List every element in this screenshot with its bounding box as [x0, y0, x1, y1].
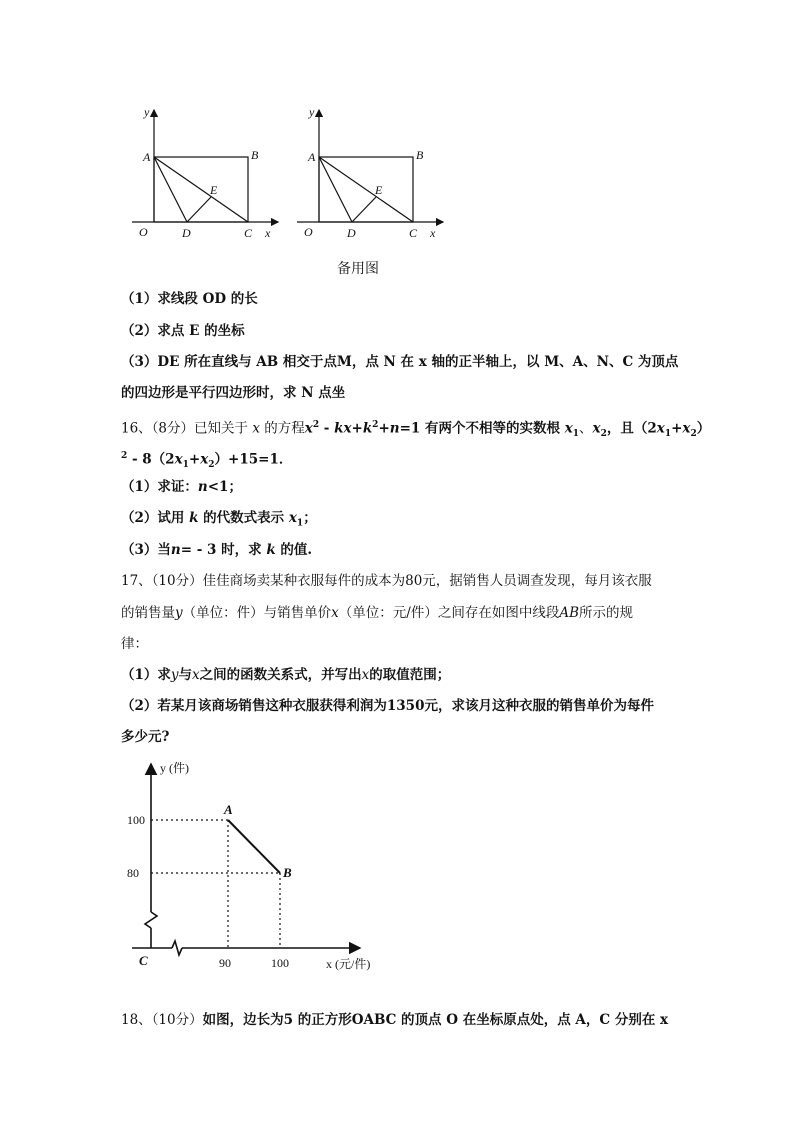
diagram-left	[132, 110, 278, 222]
label-y: y	[144, 105, 150, 119]
q18-number: 18、	[121, 1012, 152, 1028]
op: +	[188, 451, 201, 468]
sales-chart	[120, 758, 390, 978]
q17-text: 佳佳商场卖某种衣服每件的成本为80元，据销售人员调查发现，每月该衣服	[202, 573, 652, 589]
y-axis-label: y (件)	[160, 761, 189, 775]
sub: 2	[600, 429, 607, 440]
label-o: O	[139, 225, 148, 239]
sub: 1	[664, 429, 672, 440]
geometry-figure	[120, 100, 450, 280]
point-label-b: B	[283, 865, 292, 880]
q17-part2-line2: 多少元?	[121, 729, 170, 745]
label-e: E	[210, 183, 218, 197]
y-axis	[145, 764, 157, 948]
q16-text: 的方程	[259, 420, 305, 437]
q16-line2	[121, 446, 292, 475]
var-x: x	[304, 420, 313, 437]
label-c: C	[244, 226, 253, 240]
q16-part2-text: ；	[303, 510, 317, 526]
segment-ac	[319, 157, 413, 222]
op: +	[378, 420, 390, 437]
var-y: y	[170, 667, 179, 683]
label-d: D	[347, 226, 356, 240]
sep: 、	[579, 420, 593, 437]
exp: 2	[372, 420, 379, 430]
q16-part1-text: （1）求证：	[121, 479, 198, 495]
exp: 2	[121, 451, 128, 461]
var-k: k	[362, 420, 373, 437]
q16-part2	[121, 508, 317, 534]
var-k: k	[189, 510, 199, 526]
label-a: A	[308, 150, 316, 164]
point-label-a: A	[224, 802, 233, 817]
q16-part2-text: 的代数式表示	[198, 510, 289, 526]
op: +	[671, 420, 683, 437]
var-x: x	[331, 605, 339, 621]
op: -	[319, 420, 335, 437]
q18-score: （10分）	[151, 1012, 203, 1028]
q18-line1	[121, 1010, 668, 1030]
q15-part3-line2: 的四边形是平行四边形时，求 N 点坐	[121, 385, 346, 401]
q17-part2-line1: （2）若某月该商场销售这种衣服获得利润为1350元，求该月这种衣服的销售单价为每件	[121, 698, 654, 714]
var-x1: x	[288, 510, 297, 526]
x-axis	[132, 941, 360, 955]
q15-part3-line1: （3）DE 所在直线与 AB 相交于点M，点 N 在 x 轴的正半轴上，以 M、A、N、C 为顶点	[121, 354, 679, 370]
exp: 2	[312, 420, 320, 430]
var-y: y	[175, 605, 183, 621]
label-x: x	[430, 226, 436, 240]
q15-part2: （2）求点 E 的坐标	[121, 323, 245, 339]
q16-part1	[121, 477, 242, 497]
var-x: x	[252, 420, 260, 437]
var-kx: kx	[334, 420, 352, 437]
q17-text: （单位：元/件）之间存在如图中线段	[338, 605, 560, 621]
sub: 2	[690, 429, 697, 440]
q16-line1	[121, 415, 710, 444]
label-c: C	[409, 226, 418, 240]
var-ab: AB	[559, 605, 579, 621]
var-x2: x	[200, 451, 209, 468]
q16-text: - 8（2	[127, 451, 175, 468]
q18-text: 如图，边长为5 的正方形OABC 的顶点 O 在坐标原点处，点 A，C 分别在 x	[202, 1012, 669, 1028]
label-b: B	[416, 148, 424, 162]
label-d: D	[182, 226, 191, 240]
q17-text: 的销售量	[121, 605, 175, 621]
q16-text: ，且（2	[606, 420, 657, 437]
label-a: A	[143, 150, 151, 164]
q17-score: （10分）	[151, 573, 203, 589]
segment-de	[352, 197, 376, 222]
q17-text: 所示的规	[579, 605, 633, 621]
q17-part1-text: （1）求	[121, 667, 171, 683]
origin-label: C	[139, 953, 148, 968]
x-axis-label: x (元/件)	[326, 957, 371, 971]
label-e: E	[375, 183, 383, 197]
q16-part3-text: 的值.	[275, 542, 313, 558]
q16-number: 16、	[121, 420, 152, 437]
segment-ad	[154, 157, 187, 222]
var-x1: x	[564, 420, 573, 437]
q16-part3	[121, 540, 312, 560]
var-n: n	[389, 420, 400, 437]
y-tick-label: 100	[127, 813, 145, 827]
q16-part1-text: <1；	[207, 479, 242, 495]
x-tick-label: 90	[219, 956, 231, 970]
q17-line2	[121, 603, 633, 623]
q17-part1-text: 与	[178, 667, 193, 683]
segment-ab	[228, 820, 280, 873]
var-x1: x	[174, 451, 183, 468]
q16-score: （8分）	[151, 420, 195, 437]
q17-part1	[121, 665, 450, 685]
var-n: n	[170, 542, 181, 558]
q16-text: =1 有两个不相等的实数根	[399, 420, 565, 437]
segment-de	[187, 197, 211, 222]
q16-text: ）	[696, 420, 711, 437]
q16-text: ）+15=1．	[214, 451, 293, 468]
var-n: n	[197, 479, 208, 495]
var-x2: x	[682, 420, 691, 437]
y-tick-label: 80	[127, 866, 139, 880]
sub: 1	[296, 518, 304, 529]
q16-part2-text: （2）试用	[121, 510, 190, 526]
q17-part1-text: 的取值范围；	[369, 667, 451, 683]
sub: 2	[208, 460, 215, 471]
x-tick-label: 100	[271, 956, 289, 970]
q17-text: （单位：件）与销售单价	[182, 605, 332, 621]
segment-ad	[319, 157, 352, 222]
q16-part3-text: （3）当	[121, 542, 171, 558]
label-b: B	[251, 148, 259, 162]
q16-text: 已知关于	[194, 420, 253, 437]
var-x1: x	[656, 420, 665, 437]
q17-line3: 律：	[121, 636, 148, 652]
segment-ac	[154, 157, 248, 222]
label-y: y	[309, 105, 315, 119]
op: +	[351, 420, 363, 437]
label-x: x	[265, 226, 271, 240]
q16-part3-text: = - 3 时，求	[180, 542, 267, 558]
diagram-right	[297, 110, 443, 222]
q17-line1	[121, 571, 652, 591]
q15-part1: （1）求线段 OD 的长	[121, 291, 258, 307]
var-x2: x	[592, 420, 601, 437]
q17-number: 17、	[121, 573, 152, 589]
var-x: x	[192, 667, 200, 683]
sub: 1	[182, 460, 189, 471]
var-k: k	[266, 542, 276, 558]
label-o: O	[304, 225, 313, 239]
figure-caption: 备用图	[337, 261, 379, 277]
var-x: x	[361, 667, 370, 683]
sub: 1	[572, 429, 580, 440]
q17-part1-text: 之间的函数关系式，并写出	[199, 667, 362, 683]
